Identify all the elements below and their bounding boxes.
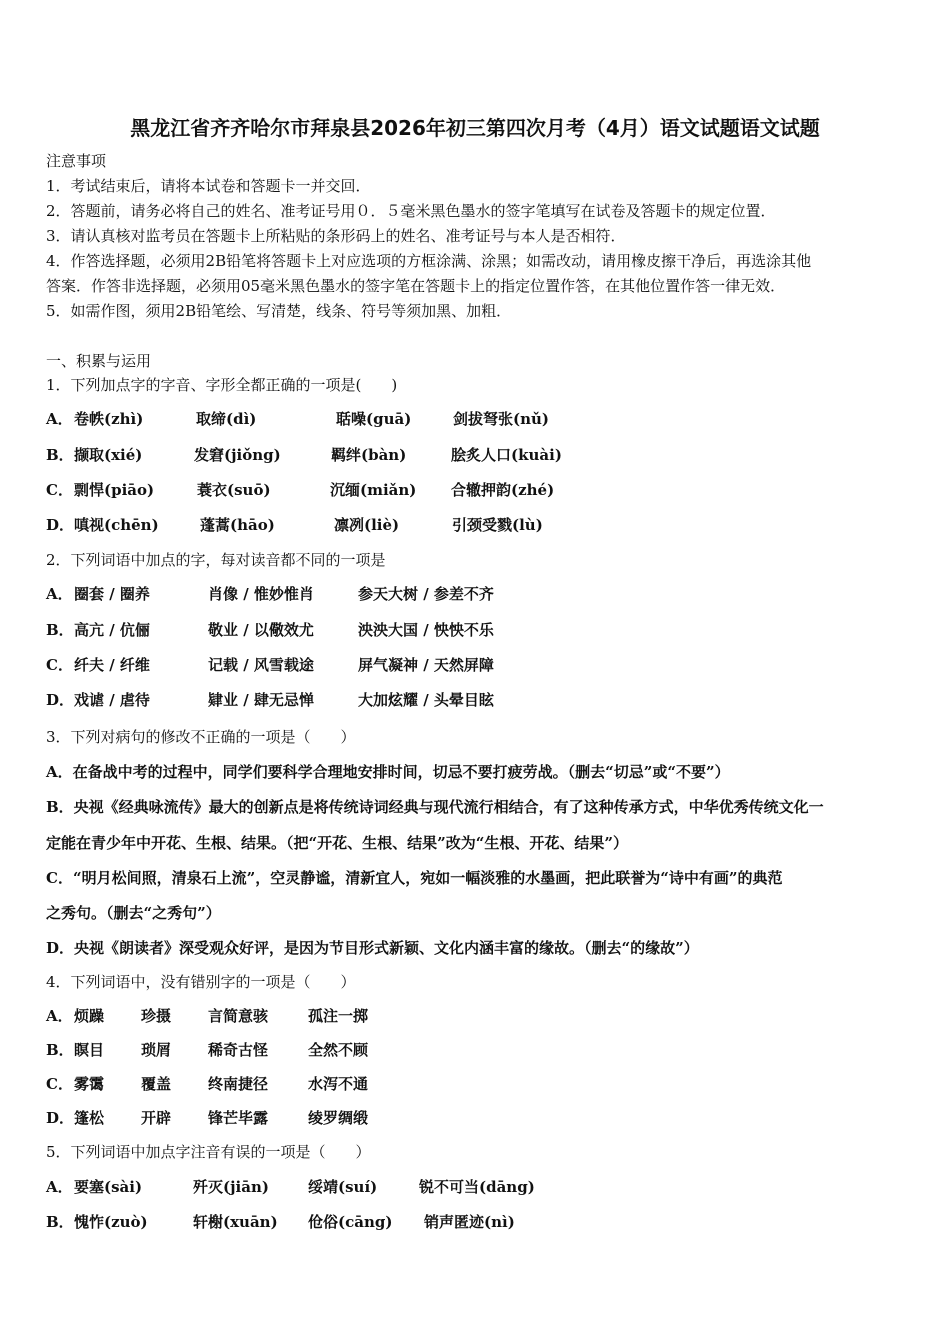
option-item: 烦躁 <box>74 1007 105 1025</box>
option-label: D． <box>46 516 75 534</box>
option-item: 言简意骇 <box>208 1007 269 1025</box>
option-row <box>46 1040 369 1060</box>
option-row <box>46 409 550 429</box>
option-item: 圈套 / 圈养 <box>74 585 150 603</box>
option-item: 锋芒毕露 <box>208 1109 269 1127</box>
option-row <box>46 445 562 465</box>
option-row <box>46 1074 369 1094</box>
option-item: 羁绊(bàn) <box>331 446 407 464</box>
option-item: 轩榭(xuān) <box>193 1213 278 1231</box>
option-row <box>46 690 494 710</box>
option-item: 雾霭 <box>74 1075 105 1093</box>
option-item: 引颈受戮(lù) <box>452 516 543 534</box>
option-item: 愧怍(zuò) <box>74 1213 148 1231</box>
option-item: 屏气凝神 / 天然屏障 <box>358 656 494 674</box>
notice-item: 2．答题前，请务必将自己的姓名、准考证号用０．５毫米黑色墨水的签字笔填写在试卷及答题卡的规定位置． <box>46 202 776 220</box>
option-label: A． <box>46 1178 73 1196</box>
option-label: B． <box>46 1213 74 1231</box>
option-item: 肖像 / 惟妙惟肖 <box>208 585 314 603</box>
question-stem: 2．下列词语中加点的字，每对读音都不同的一项是 <box>46 551 386 569</box>
option-label: D． <box>46 1109 75 1127</box>
option-row <box>46 515 543 535</box>
option-item: 绥靖(suí) <box>308 1178 378 1196</box>
option-row <box>46 480 555 500</box>
option-item: 水泻不通 <box>308 1075 369 1093</box>
option-item: 参天大树 / 参差不齐 <box>358 585 494 603</box>
option-item: 蓑衣(suō) <box>197 481 271 499</box>
option-item: 绫罗绸缎 <box>308 1109 369 1127</box>
option-text: D．央视《朗读者》深受观众好评，是因为节目形式新颖、文化内涵丰富的缘故。（删去“的缘故”） <box>46 939 699 957</box>
option-item: 大加炫耀 / 头晕目眩 <box>358 691 494 709</box>
option-item: 琐屑 <box>141 1041 172 1059</box>
option-item: 剽悍(piāo) <box>74 481 155 499</box>
option-label: A． <box>46 410 73 428</box>
page-title: 黑龙江省齐齐哈尔市拜泉县2026年初三第四次月考（4月）语文试题语文试题 <box>130 116 820 140</box>
option-item: 发窘(jiǒng) <box>194 446 281 464</box>
option-text: A．在备战中考的过程中，同学们要科学合理地安排时间，切忌不要打疲劳战。（删去“切忌”或“不要”） <box>46 763 730 781</box>
option-item: 要塞(sài) <box>74 1178 143 1196</box>
option-row <box>46 1212 515 1232</box>
option-item: 开辟 <box>141 1109 172 1127</box>
option-item: 沉缅(miǎn) <box>330 481 417 499</box>
option-item: 聒噪(guā) <box>336 410 412 428</box>
option-item: 孤注一掷 <box>308 1007 369 1025</box>
option-row <box>46 655 494 675</box>
notice-heading: 注意事项 <box>46 152 107 170</box>
option-item: 脍炙人口(kuài) <box>451 446 562 464</box>
option-row <box>46 1006 369 1026</box>
option-label: A． <box>46 1007 73 1025</box>
option-item: 记载 / 风雪载途 <box>208 656 314 674</box>
option-row <box>46 1177 535 1197</box>
question-stem: 4．下列词语中，没有错别字的一项是（ ） <box>46 973 356 991</box>
option-item: 锐不可当(dāng) <box>419 1178 535 1196</box>
notice-item: 3．请认真核对监考员在答题卡上所粘贴的条形码上的姓名、准考证号与本人是否相符． <box>46 227 626 245</box>
notice-item: 4．作答选择题，必须用2B铅笔将答题卡上对应选项的方框涂满、涂黑；如需改动，请用橡皮擦干净后，再选涂其他 <box>46 252 812 270</box>
option-text: C．“明月松间照，清泉石上流”，空灵静谧，清新宜人，宛如一幅淡雅的水墨画，把此联誉为“诗中有画”的典范 <box>46 869 783 887</box>
option-label: B． <box>46 1041 74 1059</box>
option-item: 高亢 / 伉俪 <box>74 621 150 639</box>
section-heading: 一、积累与运用 <box>46 352 152 370</box>
option-item: 纤夫 / 纤维 <box>74 656 150 674</box>
option-item: 歼灭(jiān) <box>193 1178 269 1196</box>
option-item: 凛冽(liè) <box>334 516 400 534</box>
option-item: 剑拔弩张(nǔ) <box>453 410 550 428</box>
option-label: B． <box>46 621 74 639</box>
question-stem: 3．下列对病句的修改不正确的一项是（ ） <box>46 728 356 746</box>
option-label: D． <box>46 691 75 709</box>
question-stem: 5．下列词语中加点字注音有误的一项是（ ） <box>46 1143 371 1161</box>
option-item: 卷帙(zhì) <box>74 410 144 428</box>
option-item: 珍摄 <box>141 1007 172 1025</box>
option-item: 篷松 <box>74 1109 105 1127</box>
option-row <box>46 1108 369 1128</box>
option-item: 取缔(dì) <box>196 410 257 428</box>
option-item: 终南捷径 <box>208 1075 269 1093</box>
option-item: 合辙押韵(zhé) <box>451 481 555 499</box>
option-label: B． <box>46 446 74 464</box>
option-row <box>46 620 494 640</box>
question-stem: 1．下列加点字的字音、字形全都正确的一项是( ) <box>46 376 398 394</box>
option-item: 销声匿迹(nì) <box>424 1213 515 1231</box>
option-item: 瞑目 <box>74 1041 105 1059</box>
option-label: C． <box>46 656 73 674</box>
option-text: 定能在青少年中开花、生根、结果。（把“开花、生根、结果”改为“生根、开花、结果”） <box>46 834 629 852</box>
option-item: 全然不顾 <box>308 1041 369 1059</box>
option-item: 覆盖 <box>141 1075 172 1093</box>
option-item: 泱泱大国 / 怏怏不乐 <box>358 621 494 639</box>
option-label: C． <box>46 481 73 499</box>
option-item: 嗔视(chēn) <box>74 516 159 534</box>
option-text: B．央视《经典咏流传》最大的创新点是将传统诗词经典与现代流行相结合，有了这种传承方式，中华优秀传统文化一 <box>46 798 824 816</box>
option-text: 之秀句。（删去“之秀句”） <box>46 904 221 922</box>
option-item: 戏谑 / 虐待 <box>74 691 150 709</box>
option-item: 撷取(xié) <box>74 446 143 464</box>
option-item: 伧俗(cāng) <box>308 1213 393 1231</box>
option-item: 肄业 / 肆无忌惮 <box>208 691 314 709</box>
notice-item: 1．考试结束后，请将本试卷和答题卡一并交回． <box>46 177 371 195</box>
option-item: 敬业 / 以儆效尤 <box>208 621 314 639</box>
option-label: A． <box>46 585 73 603</box>
option-item: 蓬蒿(hāo) <box>200 516 275 534</box>
option-item: 稀奇古怪 <box>208 1041 269 1059</box>
notice-item: 5．如需作图，须用2B铅笔绘、写清楚，线条、符号等须加黑、加粗． <box>46 302 512 320</box>
option-row <box>46 584 494 604</box>
notice-item: 答案．作答非选择题，必须用05毫米黑色墨水的签字笔在答题卡上的指定位置作答，在其他位置作答一律无效． <box>46 277 786 295</box>
option-label: C． <box>46 1075 73 1093</box>
